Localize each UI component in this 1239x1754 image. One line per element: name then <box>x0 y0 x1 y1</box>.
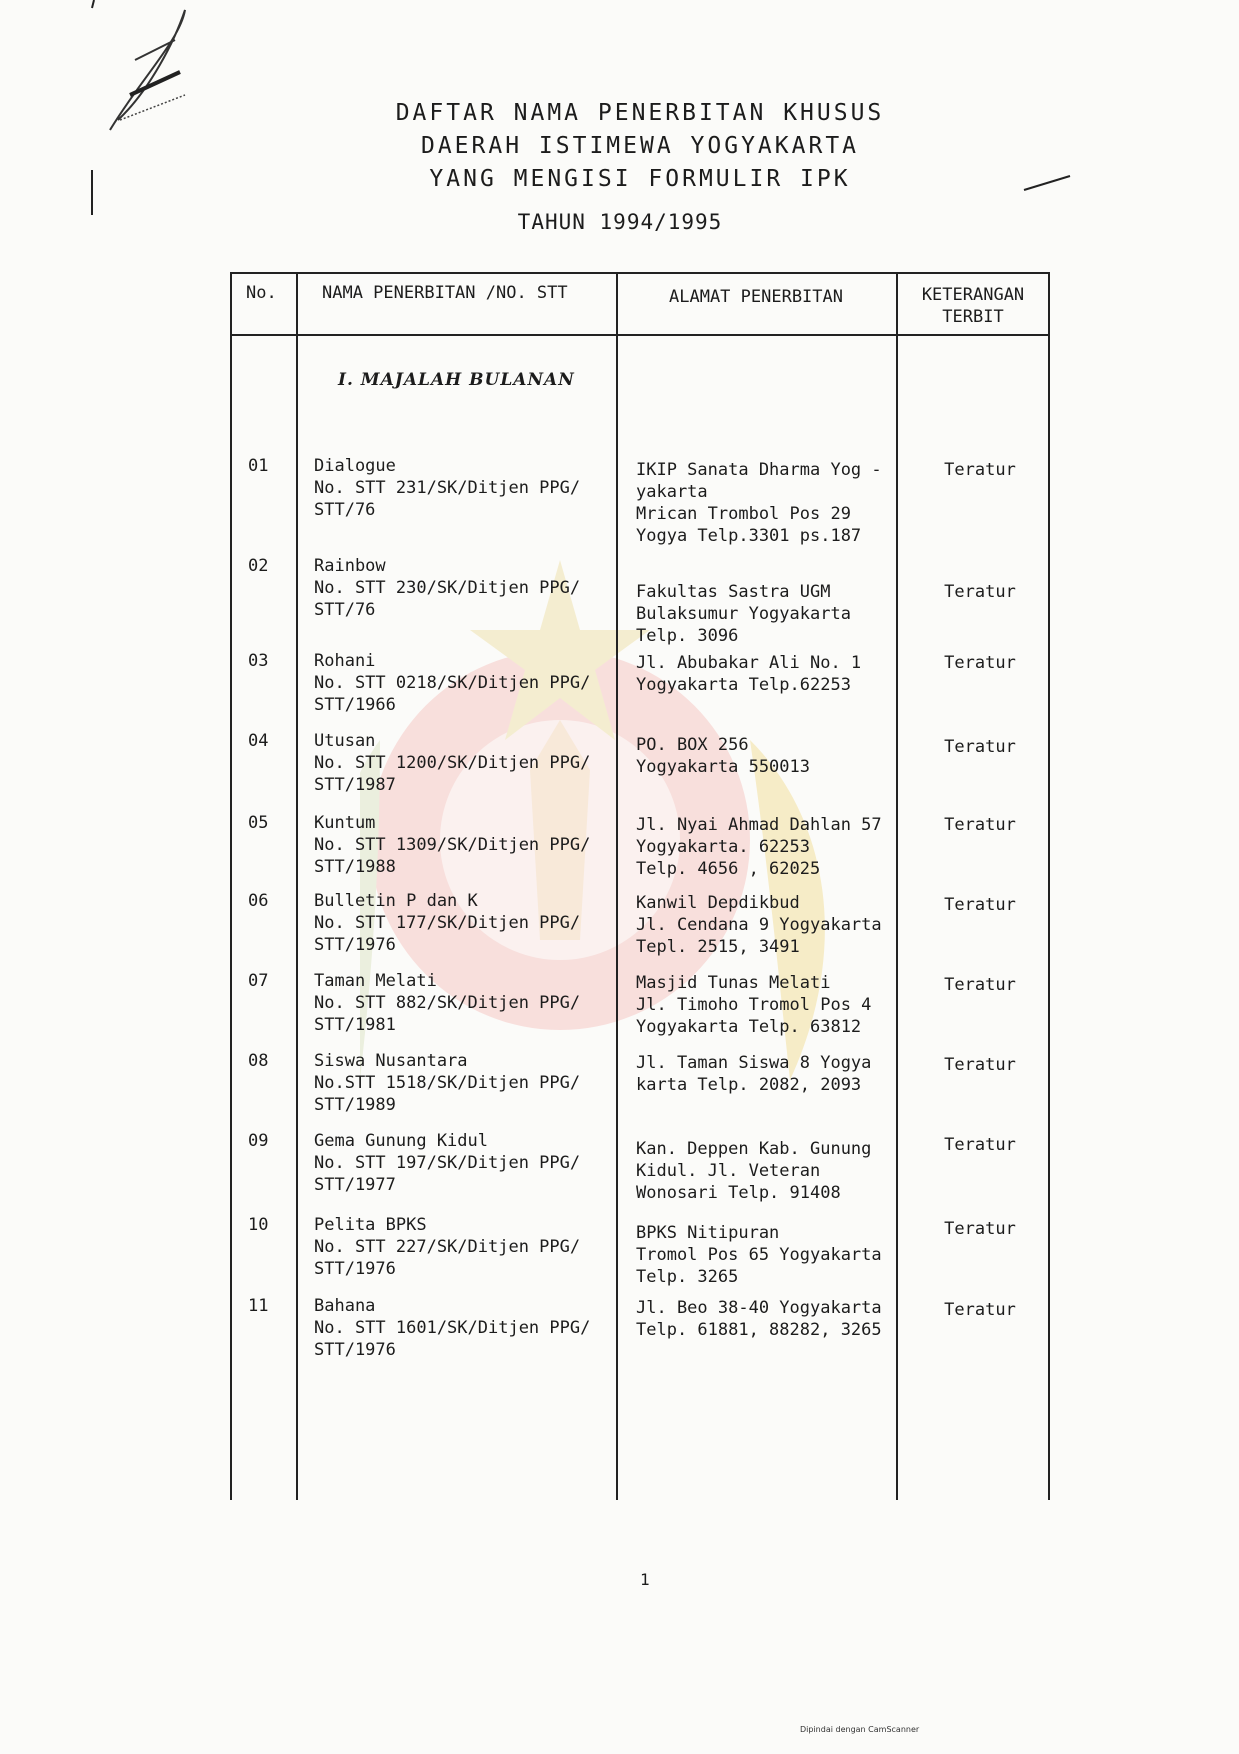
address-line: Telp. 3265 <box>636 1267 739 1287</box>
publication-name-cell <box>314 1214 604 1280</box>
publication-name: Utusan <box>314 731 376 751</box>
stt-number-cont: STT/76 <box>314 500 376 520</box>
status-cell: Teratur <box>944 815 1016 835</box>
pen-scribble-mark <box>80 0 240 220</box>
address-line: Wonosari Telp. 91408 <box>636 1183 841 1203</box>
row-number: 04 <box>248 731 269 751</box>
row-number: 08 <box>248 1051 269 1071</box>
header-status-line-1: KETERANGAN <box>921 285 1025 305</box>
address-line: Kanwil Depdikbud <box>636 893 800 913</box>
status-cell: Teratur <box>944 1300 1016 1320</box>
header-status <box>898 284 1048 328</box>
address-line: Jl. Nyai Ahmad Dahlan 57 <box>636 815 882 835</box>
address-line: Yogya Telp.3301 ps.187 <box>636 526 862 546</box>
row-number: 11 <box>248 1296 269 1316</box>
section-title: I. MAJALAH BULANAN <box>338 370 575 390</box>
publication-name: Rohani <box>314 651 376 671</box>
address-cell <box>636 1138 926 1204</box>
status-cell: Teratur <box>944 1135 1016 1155</box>
stt-number: No. STT 882/SK/Ditjen PPG/ <box>314 993 581 1013</box>
stt-number: No. STT 177/SK/Ditjen PPG/ <box>314 913 581 933</box>
address-cell <box>636 652 926 696</box>
stt-number-cont: STT/1981 <box>314 1015 396 1035</box>
status-cell: Teratur <box>944 1055 1016 1075</box>
publication-name-cell <box>314 455 604 521</box>
page-number: 1 <box>640 1570 650 1589</box>
row-number: 10 <box>248 1215 269 1235</box>
row-number: 03 <box>248 651 269 671</box>
stt-number-cont: STT/1976 <box>314 1259 396 1279</box>
publication-name-cell <box>314 890 604 956</box>
stt-number: No. STT 1200/SK/Ditjen PPG/ <box>314 753 591 773</box>
address-line: Jl. Cendana 9 Yogyakarta <box>636 915 882 935</box>
row-number: 05 <box>248 813 269 833</box>
address-line: Jl. Beo 38-40 Yogyakarta <box>636 1298 882 1318</box>
status-cell: Teratur <box>944 975 1016 995</box>
header-address: ALAMAT PENERBITAN <box>669 287 843 307</box>
address-line: Telp. 4656 , 62025 <box>636 859 821 879</box>
row-number: 02 <box>248 556 269 576</box>
address-cell <box>636 734 926 778</box>
address-cell <box>636 1052 926 1096</box>
stt-number-cont: STT/76 <box>314 600 376 620</box>
stt-number-cont: STT/1987 <box>314 775 396 795</box>
stt-number: No. STT 1309/SK/Ditjen PPG/ <box>314 835 591 855</box>
stt-number: No. STT 197/SK/Ditjen PPG/ <box>314 1153 581 1173</box>
address-line: BPKS Nitipuran <box>636 1223 780 1243</box>
publication-name-cell <box>314 970 604 1036</box>
address-line: Yogyakarta Telp.62253 <box>636 675 851 695</box>
address-line: Yogyakarta. 62253 <box>636 837 810 857</box>
address-line: Kan. Deppen Kab. Gunung <box>636 1139 872 1159</box>
stt-number: No.STT 1518/SK/Ditjen PPG/ <box>314 1073 581 1093</box>
publication-name: Siswa Nusantara <box>314 1051 468 1071</box>
address-cell <box>636 892 926 958</box>
header-status-line-2: TERBIT <box>942 307 1004 327</box>
title-year: TAHUN 1994/1995 <box>517 210 723 234</box>
publication-name-cell <box>314 1050 604 1116</box>
publication-name-cell <box>314 812 604 878</box>
publications-table <box>230 272 1050 1500</box>
status-cell: Teratur <box>944 460 1016 480</box>
address-line: Telp. 3096 <box>636 626 739 646</box>
header-no: No. <box>246 283 277 303</box>
address-line: Jl. Timoho Tromol Pos 4 <box>636 995 872 1015</box>
stt-number: No. STT 231/SK/Ditjen PPG/ <box>314 478 581 498</box>
address-line: Jl. Abubakar Ali No. 1 <box>636 653 862 673</box>
address-line: Fakultas Sastra UGM <box>636 582 831 602</box>
row-number: 01 <box>248 456 269 476</box>
title-line-2: DAERAH ISTIMEWA YOGYAKARTA <box>420 133 860 159</box>
address-line: Yogyakarta 550013 <box>636 757 810 777</box>
publication-name: Bulletin P dan K <box>314 891 478 911</box>
title-line-1: DAFTAR NAMA PENERBITAN KHUSUS <box>395 100 885 126</box>
stt-number-cont: STT/1977 <box>314 1175 396 1195</box>
address-cell <box>636 814 926 880</box>
address-line: yakarta <box>636 482 708 502</box>
address-line: Bulaksumur Yogyakarta <box>636 604 851 624</box>
stt-number-cont: STT/1976 <box>314 1340 396 1360</box>
stt-number-cont: STT/1966 <box>314 695 396 715</box>
publication-name: Kuntum <box>314 813 376 833</box>
publication-name-cell <box>314 1295 604 1361</box>
stt-number: No. STT 0218/SK/Ditjen PPG/ <box>314 673 591 693</box>
publication-name: Rainbow <box>314 556 386 576</box>
publication-name-cell <box>314 730 604 796</box>
address-cell <box>636 459 926 547</box>
stt-number: No. STT 1601/SK/Ditjen PPG/ <box>314 1318 591 1338</box>
publication-name-cell <box>314 1130 604 1196</box>
status-cell: Teratur <box>944 582 1016 602</box>
address-line: IKIP Sanata Dharma Yog - <box>636 460 882 480</box>
publication-name: Bahana <box>314 1296 376 1316</box>
address-line: PO. BOX 256 <box>636 735 749 755</box>
stt-number-cont: STT/1988 <box>314 857 396 877</box>
row-number: 09 <box>248 1131 269 1151</box>
address-cell <box>636 581 926 647</box>
scanner-footer: Dipindai dengan CamScanner <box>800 1725 920 1734</box>
publication-name: Gema Gunung Kidul <box>314 1131 488 1151</box>
address-cell <box>636 1222 926 1288</box>
address-line: Telp. 61881, 88282, 3265 <box>636 1320 882 1340</box>
publication-name: Dialogue <box>314 456 396 476</box>
publication-name: Pelita BPKS <box>314 1215 427 1235</box>
address-cell <box>636 1297 926 1341</box>
status-cell: Teratur <box>944 737 1016 757</box>
publication-name-cell <box>314 650 604 716</box>
stt-number-cont: STT/1976 <box>314 935 396 955</box>
address-line: Tromol Pos 65 Yogyakarta <box>636 1245 882 1265</box>
stt-number-cont: STT/1989 <box>314 1095 396 1115</box>
address-line: Kidul. Jl. Veteran <box>636 1161 821 1181</box>
stt-number: No. STT 227/SK/Ditjen PPG/ <box>314 1237 581 1257</box>
row-number: 07 <box>248 971 269 991</box>
title-line-3: YANG MENGISI FORMULIR IPK <box>429 166 851 192</box>
row-number: 06 <box>248 891 269 911</box>
status-cell: Teratur <box>944 653 1016 673</box>
header-name: NAMA PENERBITAN /NO. STT <box>322 283 568 303</box>
address-line: karta Telp. 2082, 2093 <box>636 1075 862 1095</box>
publication-name: Taman Melati <box>314 971 437 991</box>
address-line: Yogyakarta Telp. 63812 <box>636 1017 862 1037</box>
status-cell: Teratur <box>944 1219 1016 1239</box>
publication-name-cell <box>314 555 604 621</box>
address-cell <box>636 972 926 1038</box>
status-cell: Teratur <box>944 895 1016 915</box>
address-line: Mrican Trombol Pos 29 <box>636 504 851 524</box>
address-line: Tepl. 2515, 3491 <box>636 937 800 957</box>
address-line: Masjid Tunas Melati <box>636 973 831 993</box>
address-line: Jl. Taman Siswa 8 Yogya <box>636 1053 872 1073</box>
stray-mark <box>1020 160 1080 200</box>
stt-number: No. STT 230/SK/Ditjen PPG/ <box>314 578 581 598</box>
